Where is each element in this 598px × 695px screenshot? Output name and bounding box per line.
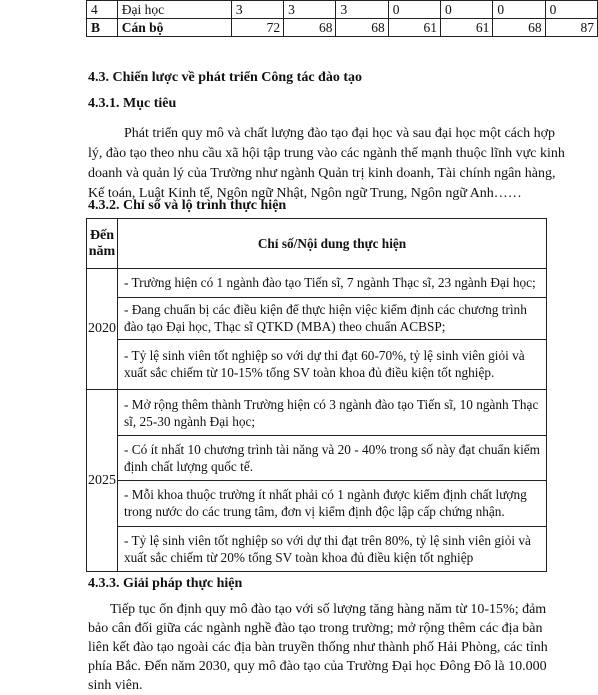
cell-value: 3 <box>231 1 283 19</box>
item-line: định chất lượng quốc tế. <box>124 459 254 474</box>
row-label: Cán bộ <box>117 19 231 37</box>
content-column-header: Chỉ số/Nội dung thực hiện <box>118 219 547 269</box>
item-line: - Mỗi khoa thuộc trường ít nhất phải có 1 ngành được kiểm định chất lượng <box>124 487 527 502</box>
cell-value: 68 <box>493 19 545 37</box>
cell-value: 68 <box>336 19 388 37</box>
section-heading-4-3-1: 4.3.1. Mục tiêu <box>88 96 177 111</box>
cell-value: 68 <box>284 19 336 37</box>
item-line: - Trường hiện có 1 ngành đào tạo Tiến sĩ, 7 ngành Thạc sĩ, 23 ngành Đại học; <box>124 275 536 290</box>
item-line: - Có ít nhất 10 chương trình tài năng và 20 - 40% trong số này đạt chuẩn kiểm <box>124 442 541 457</box>
list-item <box>118 339 546 389</box>
section-heading-4-3-2: 4.3.2. Chỉ số và lộ trình thực hiện <box>88 198 287 213</box>
row-index: 4 <box>87 1 118 19</box>
content-cell <box>118 269 547 390</box>
objective-paragraph <box>88 124 565 204</box>
paragraph-line: sinh viên. <box>88 678 143 693</box>
item-line: xuất sắc chiếm từ 10-15% tổng SV toàn khoa đủ điều kiện tốt nghiệp. <box>124 365 495 380</box>
paragraph-line: bảo cân đối giữa các ngành nghề đào tạo trong trường; mở rộng thêm các địa bàn <box>88 621 543 636</box>
item-line: trong nước do các trung tâm, đơn vị kiểm định độc lập cấp chứng nhận. <box>124 504 505 519</box>
year-column-header <box>87 219 118 269</box>
paragraph-line: doanh và quản lý của Trường như ngành Quản trị kinh doanh, Tài chính ngân hàng, <box>88 166 556 181</box>
year-cell: 2025 <box>87 390 118 572</box>
item-line: - Tỷ lệ sinh viên tốt nghiệp so với dự thi đạt trên 80%, tỷ lệ sinh viên giỏi và <box>124 533 531 548</box>
cell-value: 61 <box>441 19 493 37</box>
solution-paragraph <box>88 600 548 695</box>
section-heading-4-3: 4.3. Chiến lược về phát triển Công tác đào tạo <box>88 70 362 85</box>
header-year-line: năm <box>88 243 116 259</box>
item-line: đào tạo Đại học, Thạc sĩ QTKD (MBA) theo chuẩn ACBSP; <box>124 319 446 334</box>
cell-value: 0 <box>441 1 493 19</box>
section-heading-4-3-3: 4.3.3. Giải pháp thực hiện <box>88 576 243 591</box>
row-index: B <box>87 19 118 37</box>
roadmap-table <box>86 218 547 572</box>
cell-value: 0 <box>388 1 440 19</box>
paragraph-line: lý, đào tạo theo nhu cầu xã hội tập trung vào các ngành thế mạnh thuộc lĩnh vực kinh <box>88 146 565 161</box>
list-item <box>118 526 546 571</box>
cell-value: 61 <box>388 19 440 37</box>
list-item <box>118 297 546 339</box>
cell-value: 87 <box>545 19 597 37</box>
content-cell <box>118 390 547 572</box>
cell-value: 72 <box>231 19 283 37</box>
table-row <box>87 19 598 37</box>
table-header-row <box>87 219 547 269</box>
cell-value: 0 <box>493 1 545 19</box>
paragraph-line: Tiếp tục ổn định quy mô đào tạo với số lượng tăng hàng năm từ 10-15%; đảm <box>110 602 547 617</box>
item-line: - Tỷ lệ sinh viên tốt nghiệp so với dự thi đạt 60-70%, tỷ lệ sinh viên giỏi và <box>124 348 525 363</box>
cell-value: 0 <box>545 1 597 19</box>
year-cell: 2020 <box>87 269 118 390</box>
paragraph-line: Kế toán, Luật Kinh tế, Ngôn ngữ Nhật, Ngôn ngữ Trung, Ngôn ngữ Anh…… <box>88 186 522 201</box>
item-line: xuất sắc chiếm từ 20% tổng SV toàn khoa đủ điều kiện tốt nghiệp <box>124 550 474 565</box>
table-row <box>87 390 547 572</box>
paragraph-line: liên kết đào tạo ngoài các địa bàn truyền thống như thành phố Hải Phòng, các tỉnh <box>88 640 548 655</box>
table-row <box>87 1 598 19</box>
paragraph-line: phía Bắc. Đến năm 2030, quy mô đào tạo của Trường Đại học Đông Đô là 10.000 <box>88 659 547 674</box>
item-line: sĩ, 25-30 ngành Đại học; <box>124 414 256 429</box>
header-year-line: Đến <box>89 227 115 243</box>
paragraph-line: Phát triển quy mô và chất lượng đào tạo đại học và sau đại học một cách hợp <box>124 126 555 141</box>
staff-stats-table <box>86 0 598 37</box>
cell-value: 3 <box>284 1 336 19</box>
item-line: - Đang chuẩn bị các điều kiện để thực hiện việc kiểm định các chương trình <box>124 302 527 317</box>
list-item <box>118 435 546 480</box>
list-item <box>118 480 546 526</box>
list-item <box>118 269 546 297</box>
item-line: - Mở rộng thêm thành Trường hiện có 3 ngành đào tạo Tiến sĩ, 10 ngành Thạc <box>124 397 539 412</box>
cell-value: 3 <box>336 1 388 19</box>
row-label: Đại học <box>117 1 231 19</box>
table-row <box>87 269 547 390</box>
list-item <box>118 390 546 435</box>
